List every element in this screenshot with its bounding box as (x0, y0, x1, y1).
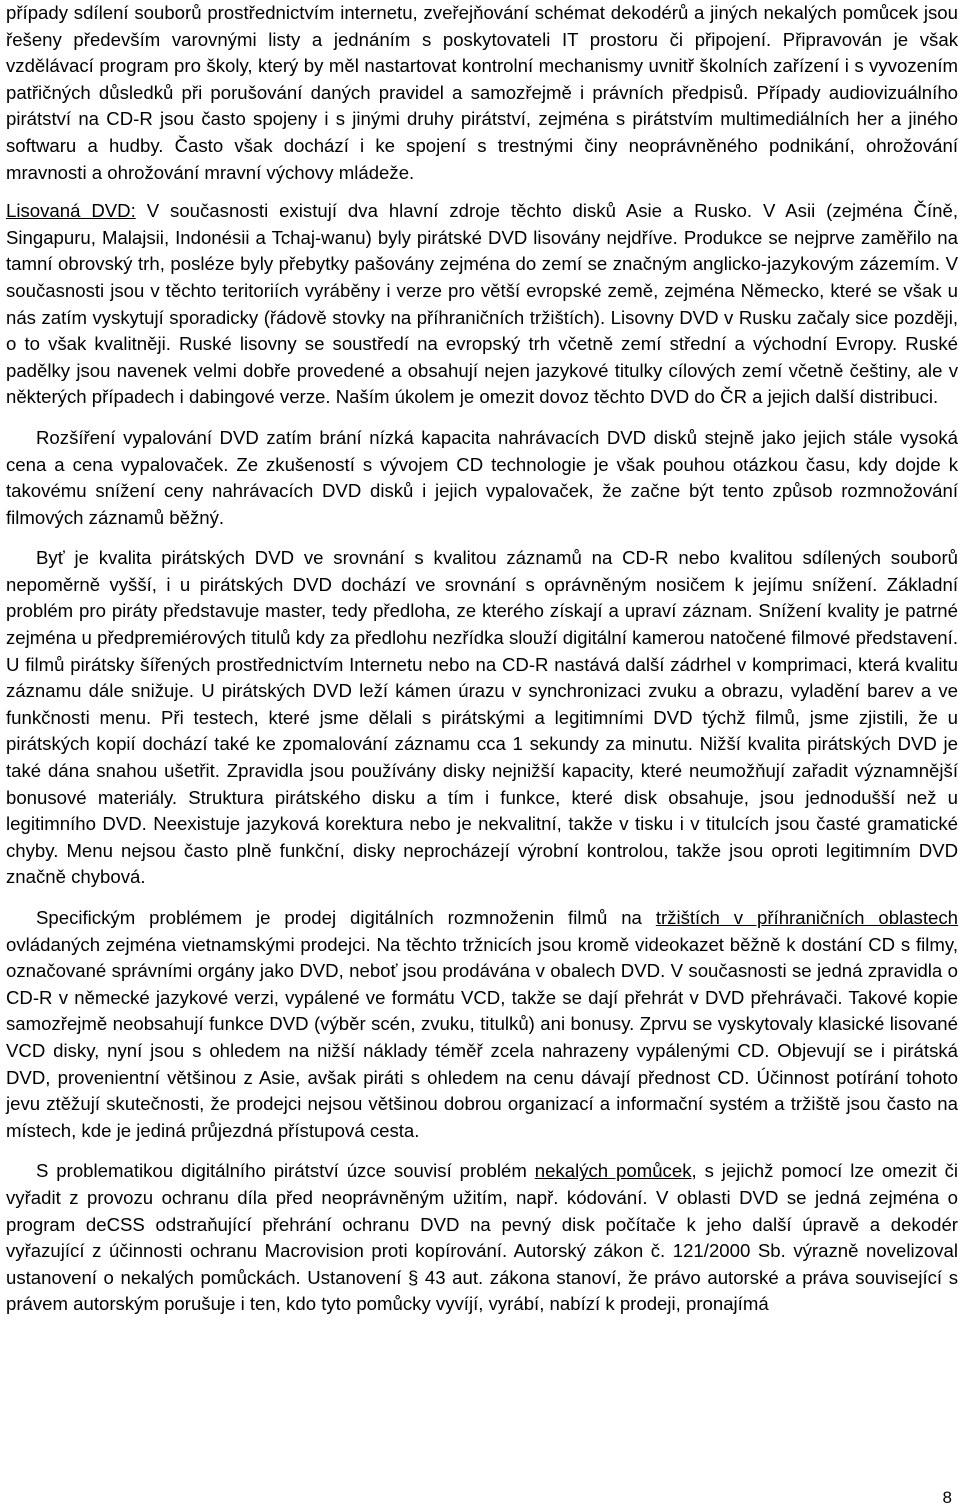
paragraph-dvd-quality: Byť je kvalita pirátských DVD ve srovnání s kvalitou záznamů na CD-R nebo kvalitou sdílených souborů nepoměrně vyšší, i u pirátských DVD dochází ve srovnání s oprávněným nosičem k jejímu snížení. Základní problém pro piráty představuje master, tedy předloha, ze kterého získají a upraví záznam. Snížení kvality je patrné zejména u předpremiérových titulů kdy za předlohu nezřídka slouží digitální kamerou natočené filmové představení. U filmů pirátsky šířených prostřednictvím Internetu nebo na CD-R nastává další zádrhel v komprimaci, která kvalitu záznamu dále snižuje. U pirátských DVD leží kámen úrazu v synchronizaci zvuku a obrazu, vyladění barev a ve funkčnosti menu. Při testech, které jsme dělali s pirátskými a legitimními DVD týchž filmů, jsme zjistili, že u pirátských kopií dochází také ke zpomalování záznamu cca 1 sekundy za minutu. Nižší kvalita pirátských DVD je také dána snahou ušetřit. Zpravidla jsou používány disky nejnižší kapacity, které neumožňují zařadit významnější bonusové materiály. Struktura pirátského disku a tím i funkce, které disk obsahuje, jsou jednodušší než u legitimního DVD. Neexistuje jazyková korektura nebo je nekvalitní, takže v tisku i v titulcích jsou časté gramatické chyby. Menu nejsou často plně funkční, disky neprocházejí výrobní kontrolou, takže jsou oproti legitimním DVD značně chybová. (6, 547, 958, 888)
border-markets-link: tržištích v příhraničních oblastech (655, 907, 958, 928)
document-page (6, 0, 958, 1318)
illicit-devices-link: nekalých pomůcek (534, 1160, 692, 1182)
paragraph-dvd-burning: Rozšíření vypalování DVD zatím brání nízká kapacita nahrávacích DVD disků stejně jako jejich stále vysoká cena a cena vypalovaček. Ze zkušeností s vývojem CD technologie je však pouhou otázkou času, kdy dojde k takovému snížení ceny nahrávacích DVD disků i jejich vypalovaček, že začne být tento způsob rozmnožování filmových záznamů běžný. (6, 426, 958, 528)
border-markets-text-b: ovládaných zejména vietnamskými prodejci. Na těchto tržnicích jsou kromě videokazet běžně k dostání CD s filmy, označované správními orgány jako DVD, neboť jsou prodávána v obalech DVD. V současnosti se jedná zpravidla o CD-R v německé jazykové verzi, vypálené ve formátu VCD, takže se dají přehrát v DVD přehrávači. Takové kopie samozřejmě neobsahují funkce DVD (výběr scén, zvuku, titulků) ani bonusy. Zprvu se vyskytovaly klasické lisované VCD disky, nyní jsou s ohledem na nižší náklady téměř zcela nahrazeny vypálenými CD. Objevují se i pirátská DVD, provenientní většinou z Asie, avšak piráti s ohledem na cenu dávají přednost CD. Účinnost potírání tohoto jevu ztěžují skutečnosti, že prodejci nejsou většinou dobrou organizací a informační systém a tržiště jsou často na místech, kde je jediná průjezdná přístupová cesta. (6, 933, 958, 1141)
pressed-dvd-text: V současnosti existují dva hlavní zdroje těchto disků Asie a Rusko. V Asii (zejména Číně, Singapuru, Malajsii, Indonésii a Tchaj-wanu) byly pirátské DVD lisovány nejdříve. Produkce se nejprve zaměřilo na tamní obrovský trh, posléze byly přebytky pašovány zejména do zemí se značným anglicko-jazykovým zázemím. V současnosti jsou v těchto teritoriích vyráběny i verze pro větší evropské země, zejména Německo, které se však u nás zatím vyskytují sporadicky (řádově stovky na příhraničních tržištích). Lisovny DVD v Rusku začaly sice později, o to však kvalitněji. Ruské lisovny se soustředí na evropský trh včetně zemí střední a východní Evropy. Ruské padělky jsou navenek velmi dobře provedené a obsahují nejen jazykové titulky cílových zemí včetně češtiny, ale v některých případech i dabingové verze. Naším úkolem je omezit dovoz těchto DVD do ČR a jejich další distribuci. (6, 200, 958, 408)
pressed-dvd-heading: Lisovaná DVD: (6, 200, 136, 222)
border-markets-text-a: Specifickým problémem je prodej digitálních rozmnoženin filmů na (36, 907, 656, 928)
illicit-devices-text-b: , s jejichž pomocí lze omezit či vyřadit z provozu ochranu díla před neoprávněným užitím, např. kódování. V oblasti DVD se jedná zejména o program deCSS odstraňující přehrání ochranu DVD na pevný disk počítače k jeho další úpravě a dekodér vyřazující z účinnosti ochranu Macrovision proti kopírování. Autorský zákon č. 121/2000 Sb. výrazně novelizoval ustanovení o nekalých pomůckách. Ustanovení § 43 aut. zákona stanoví, že právo autorské a práva související s právem autorským porušuje i ten, kdo tyto pomůcky vyvíjí, vyrábí, nabízí k prodeji, pronajímá (6, 1160, 959, 1315)
paragraph-sharing-files: případy sdílení souborů prostřednictvím internetu, zveřejňování schémat dekodérů a jiných nekalých pomůcek jsou řešeny především varovnými listy a jednáním s poskytovateli IT prostoru či připojení. Připravován je však vzdělávací program pro školy, který by měl nastartovat kontrolní mechanismy uvnitř školních zařízení i s vyvozením patřičných důsledků při porušování daných pravidel a samozřejmě i právních předpisů. Případy audiovizuálního pirátství na CD-R jsou často spojeny i s jinými druhy pirátství, zejména s pirátstvím multimediálních her a jiného softwaru a hudby. Často však dochází i ke spojení s trestnými činy neoprávněného podnikání, ohrožování mravnosti a ohrožování mravní výchovy mládeže. (6, 2, 958, 183)
page-number: 8 (942, 1488, 952, 1507)
paragraph-pressed-dvd (6, 198, 958, 411)
paragraph-border-markets (6, 905, 958, 1144)
illicit-devices-text-a: S problematikou digitálního pirátství úzce souvisí problém (36, 1160, 535, 1182)
paragraph-illicit-devices (6, 1158, 958, 1318)
